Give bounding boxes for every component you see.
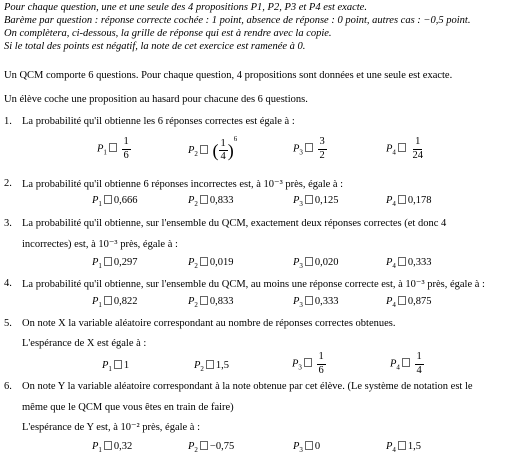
q3-option-1[interactable]: $P_1$ 0,297 xyxy=(92,257,138,271)
question-4-text: La probabilité qu'il obtienne, sur l'ensemble du QCM, au moins une réponse correcte est, à 10⁻³ près, égale à : xyxy=(22,279,485,290)
q1-option-1[interactable]: $P_1$ $\frac{1}{6}$ xyxy=(97,136,129,161)
question-5-number: 5. xyxy=(4,318,12,329)
checkbox[interactable] xyxy=(200,296,208,305)
instructions-line-3: On complètera, ci-dessous, la grille de réponse qui est à rendre avec la copie. xyxy=(4,28,332,39)
fraction: $\frac{1}{4}$ xyxy=(416,351,422,376)
q6-option-3[interactable]: $P_3$ 0 xyxy=(293,441,321,455)
fraction: $\frac{1}{4}$ xyxy=(220,137,226,163)
q2-option-1[interactable]: $P_1$ 0,666 xyxy=(92,195,138,209)
checkbox[interactable] xyxy=(305,441,313,450)
q1-option-4[interactable]: $P_4$ $\frac{1}{24}$ xyxy=(386,136,424,161)
q6-option-4[interactable]: $P_4$ 1,5 xyxy=(386,441,422,455)
question-5-text: On note X la variable aléatoire correspondant au nombre de réponses correctes obtenues. xyxy=(22,318,396,329)
instructions-line-1: Pour chaque question, une et une seule des 4 propositions P1, P2, P3 et P4 est exacte. xyxy=(4,2,367,13)
intro-paragraph-2: Un élève coche une proposition au hasard pour chacune des 6 questions. xyxy=(4,94,308,105)
checkbox[interactable] xyxy=(398,143,406,152)
question-6-number: 6. xyxy=(4,381,12,392)
fraction: $\frac{1}{6}$ xyxy=(123,136,129,161)
q2-option-2[interactable]: $P_2$ 0,833 xyxy=(188,195,234,209)
checkbox[interactable] xyxy=(305,143,313,152)
q4-option-3[interactable]: $P_3$ 0,333 xyxy=(293,296,339,310)
q3-option-4[interactable]: $P_4$ 0,333 xyxy=(386,257,432,271)
instructions-line-4: Si le total des points est négatif, la note de cet exercice est ramenée à 0. xyxy=(4,41,306,52)
checkbox[interactable] xyxy=(104,296,112,305)
checkbox[interactable] xyxy=(104,441,112,450)
question-1-text: La probabilité qu'il obtienne les 6 réponses correctes est égale à : xyxy=(22,116,295,127)
checkbox[interactable] xyxy=(398,441,406,450)
q4-option-1[interactable]: $P_1$ 0,822 xyxy=(92,296,138,310)
question-5-text-continued: L'espérance de X est égale à : xyxy=(22,338,147,349)
checkbox[interactable] xyxy=(398,195,406,204)
fraction: $\frac{1}{6}$ xyxy=(318,351,324,376)
checkbox[interactable] xyxy=(402,358,410,367)
question-6-text: On note Y la variable aléatoire correspondant à la note obtenue par cet élève. (Le système de notation est le xyxy=(22,381,473,392)
checkbox[interactable] xyxy=(109,143,117,152)
checkbox[interactable] xyxy=(200,257,208,266)
checkbox[interactable] xyxy=(200,145,208,154)
q1-option-2[interactable]: $P_2$ ( $\frac{1}{4}$ )$^6$ xyxy=(188,135,238,163)
q5-option-2[interactable]: $P_2$ 1,5 xyxy=(194,360,230,374)
q5-option-1[interactable]: $P_1$ 1 xyxy=(102,360,130,374)
checkbox[interactable] xyxy=(398,296,406,305)
question-3-number: 3. xyxy=(4,218,12,229)
q4-option-2[interactable]: $P_2$ 0,833 xyxy=(188,296,234,310)
question-3-text-continued: incorrectes) est, à 10⁻³ près, égale à : xyxy=(22,239,178,250)
fraction: $\frac{3}{2}$ xyxy=(319,136,325,161)
q3-option-2[interactable]: $P_2$ 0,019 xyxy=(188,257,234,271)
checkbox[interactable] xyxy=(200,195,208,204)
q5-option-3[interactable]: $P_3$ $\frac{1}{6}$ xyxy=(292,351,324,376)
question-2-number: 2. xyxy=(4,178,12,189)
question-3-text: La probabilité qu'il obtienne, sur l'ensemble du QCM, exactement deux réponses correctes (et donc 4 xyxy=(22,218,447,229)
checkbox[interactable] xyxy=(305,296,313,305)
checkbox[interactable] xyxy=(114,360,122,369)
q1-option-3[interactable]: $P_3$ $\frac{3}{2}$ xyxy=(293,136,325,161)
checkbox[interactable] xyxy=(104,195,112,204)
q2-option-4[interactable]: $P_4$ 0,178 xyxy=(386,195,432,209)
checkbox[interactable] xyxy=(104,257,112,266)
checkbox[interactable] xyxy=(305,195,313,204)
question-4-number: 4. xyxy=(4,278,12,289)
q4-option-4[interactable]: $P_4$ 0,875 xyxy=(386,296,432,310)
q3-option-3[interactable]: $P_3$ 0,020 xyxy=(293,257,339,271)
q2-option-3[interactable]: $P_3$ 0,125 xyxy=(293,195,339,209)
q5-option-4[interactable]: $P_4$ $\frac{1}{4}$ xyxy=(390,351,422,376)
question-1-number: 1. xyxy=(4,116,12,127)
checkbox[interactable] xyxy=(304,358,312,367)
question-6-text-prompt: L'espérance de Y est, à 10⁻² près, égale à : xyxy=(22,422,201,433)
checkbox[interactable] xyxy=(398,257,406,266)
question-6-text-continued: même que le QCM que vous êtes en train de faire) xyxy=(22,402,234,413)
intro-paragraph-1: Un QCM comporte 6 questions. Pour chaque question, 4 propositions sont données et une seule est exacte. xyxy=(4,70,453,81)
fraction: $\frac{1}{24}$ xyxy=(412,136,424,161)
instructions-line-2: Barème par question : réponse correcte cochée : 1 point, absence de réponse : 0 point, autres cas : −0,5 point. xyxy=(4,15,471,26)
q6-option-2[interactable]: $P_2 -0,75$ xyxy=(188,441,235,455)
checkbox[interactable] xyxy=(200,441,208,450)
question-2-text: La probabilité qu'il obtienne 6 réponses incorrectes est, à 10⁻³ près, égale à : xyxy=(22,179,344,190)
checkbox[interactable] xyxy=(206,360,214,369)
checkbox[interactable] xyxy=(305,257,313,266)
q6-option-1[interactable]: $P_1$ 0,32 xyxy=(92,441,133,455)
